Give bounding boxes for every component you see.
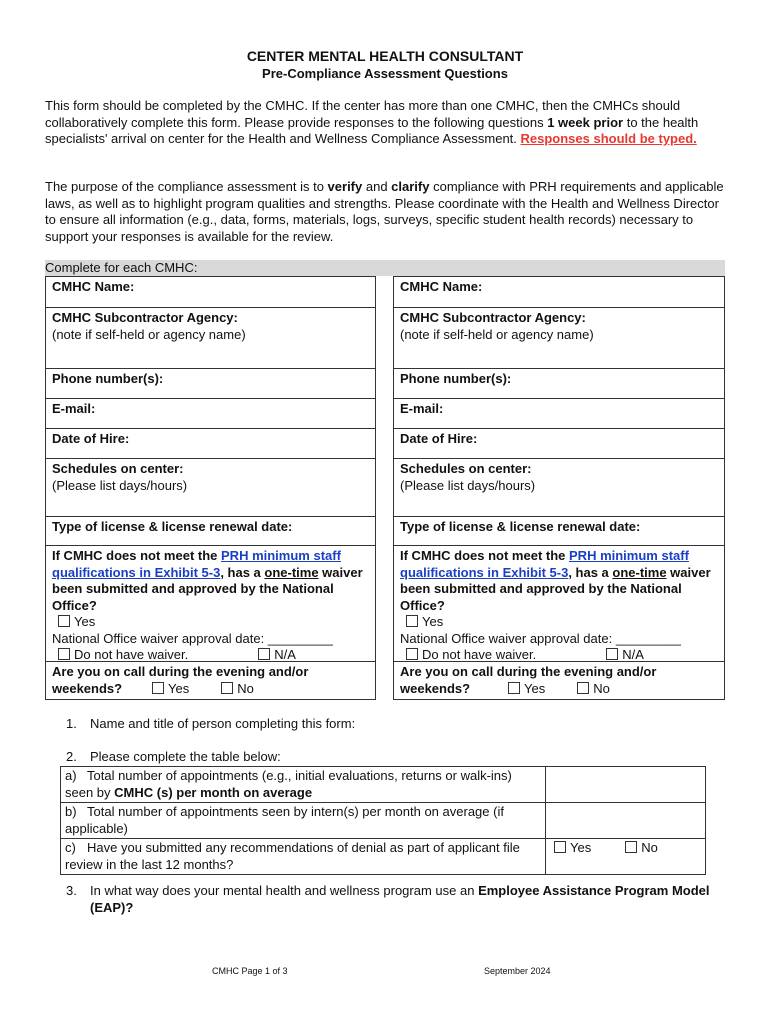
intro-text: The purpose of the compliance assessment is to bbox=[45, 179, 328, 194]
question-3 bbox=[68, 883, 718, 919]
option-label: Yes bbox=[570, 840, 592, 855]
intro-text: to the health specialists' arrival on center for the Health and Wellness Compliance Assessment. bbox=[45, 114, 699, 147]
cmhc-oncall-field bbox=[394, 661, 724, 701]
intro-paragraph-2 bbox=[45, 179, 730, 245]
checkbox[interactable] bbox=[221, 682, 233, 694]
footer-page: CMHC Page 1 of 3 bbox=[212, 966, 288, 976]
field-note: (Please list days/hours) bbox=[400, 477, 536, 493]
typed-notice: Responses should be typed. bbox=[520, 131, 697, 147]
option-label: Yes bbox=[524, 681, 546, 696]
row-letter: a) bbox=[65, 768, 77, 783]
intro-text: and bbox=[362, 179, 392, 194]
question-number: 1. bbox=[66, 716, 77, 731]
field-label: CMHC Subcontractor Agency: bbox=[400, 310, 586, 325]
waiver-approval-date[interactable]: National Office waiver approval date: _________ bbox=[52, 630, 333, 646]
row-c-label bbox=[61, 839, 546, 875]
option-label: No bbox=[237, 681, 254, 696]
waiver-text: one-time bbox=[264, 564, 319, 580]
row-a-label bbox=[61, 767, 546, 803]
row-text: Have you submitted any recommendations of denial as part of applicant file review in the last 12 months? bbox=[65, 840, 520, 872]
option-label: Yes bbox=[74, 614, 96, 629]
waiver-text: waiver been submitted and approved by the National Office? bbox=[400, 564, 711, 613]
question-text: Please complete the table below: bbox=[90, 749, 281, 764]
oncall-options bbox=[508, 681, 610, 698]
waiver-text: If CMHC does not meet the bbox=[400, 548, 570, 563]
waiver-yes-option[interactable] bbox=[400, 614, 718, 631]
checkbox[interactable] bbox=[606, 648, 618, 660]
field-label: Type of license & license renewal date: bbox=[52, 519, 293, 534]
question-text bbox=[90, 883, 718, 916]
checkbox[interactable] bbox=[625, 841, 637, 853]
checkbox[interactable] bbox=[58, 648, 70, 660]
intro-text: This form should be completed by the CMHC. If the center has more than one CMHC, then the CMHCs should collaboratively complete this form. Please provide responses to the following questions bbox=[45, 98, 681, 130]
cmhc-agency-field[interactable] bbox=[394, 307, 724, 368]
field-label: CMHC Name: bbox=[400, 279, 483, 294]
option-label: N/A bbox=[622, 647, 644, 662]
waiver-text: If CMHC does not meet the bbox=[52, 548, 222, 563]
question-1 bbox=[68, 716, 718, 734]
question-text: Name and title of person completing this form: bbox=[90, 716, 356, 731]
row-text: Total number of appointments seen by intern(s) per month on average (if applicable) bbox=[65, 804, 504, 836]
field-label: E-mail: bbox=[52, 401, 96, 416]
cmhc-oncall-field bbox=[46, 661, 375, 701]
cmhc-email-field[interactable] bbox=[46, 398, 375, 428]
checkbox[interactable] bbox=[508, 682, 520, 694]
checkbox[interactable] bbox=[258, 648, 270, 660]
oncall-text: Are you on call during the evening and/or weekends? bbox=[400, 664, 657, 696]
cmhc-hire-field[interactable] bbox=[394, 428, 724, 458]
question-number: 3. bbox=[66, 883, 77, 898]
field-label: Date of Hire: bbox=[52, 431, 130, 446]
row-emphasis: CMHC (s) per month on average bbox=[114, 784, 313, 800]
option-label: Do not have waiver. bbox=[74, 647, 189, 662]
field-label: Type of license & license renewal date: bbox=[400, 519, 641, 534]
intro-paragraph-1 bbox=[45, 98, 730, 148]
field-label: Phone number(s): bbox=[52, 371, 164, 386]
waiver-text: one-time bbox=[612, 564, 667, 580]
row-a-answer[interactable] bbox=[546, 767, 706, 803]
option-label: No bbox=[593, 681, 610, 696]
cmhc-schedules-field[interactable] bbox=[394, 458, 724, 516]
cmhc-waiver-field bbox=[394, 545, 724, 661]
field-label: CMHC Name: bbox=[52, 279, 135, 294]
prh-qualifications-link[interactable]: PRH minimum staff qualifications in Exhibit 5-3 bbox=[400, 548, 689, 580]
row-text: Total number of appointments (e.g., initial evaluations, returns or walk-ins) seen by bbox=[65, 768, 512, 800]
field-note: (Please list days/hours) bbox=[52, 477, 188, 493]
field-label: Phone number(s): bbox=[400, 371, 512, 386]
cmhc-license-field[interactable] bbox=[394, 516, 724, 545]
waiver-text: waiver been submitted and approved by the National Office? bbox=[52, 564, 363, 613]
prh-qualifications-link[interactable]: PRH minimum staff qualifications in Exhibit 5-3 bbox=[52, 548, 341, 580]
question-text-part: In what way does your mental health and wellness program use an bbox=[90, 883, 479, 898]
cmhc-name-field[interactable] bbox=[394, 277, 724, 307]
waiver-text: , has a bbox=[220, 564, 265, 580]
intro-text: compliance with PRH requirements and applicable laws, as well as to highlight program qualities and strengths. Please coordinate with the Health and Wellness Director to ensure all information (e.g., data, forms, materials, logs, surveys, specific student health records) necessary to support your responses is available for the review. bbox=[45, 179, 724, 244]
cmhc-license-field[interactable] bbox=[46, 516, 375, 545]
cmhc-phone-field[interactable] bbox=[394, 368, 724, 398]
option-label: No bbox=[641, 840, 658, 855]
table-row bbox=[61, 767, 706, 803]
footer-date: September 2024 bbox=[484, 966, 551, 976]
table-row bbox=[61, 803, 706, 839]
waiver-approval-date[interactable]: National Office waiver approval date: _________ bbox=[400, 630, 681, 646]
cmhc-hire-field[interactable] bbox=[46, 428, 375, 458]
cmhc-name-field[interactable] bbox=[46, 277, 375, 307]
oncall-text: Are you on call during the evening and/or weekends? bbox=[52, 664, 309, 696]
waiver-question bbox=[52, 548, 369, 614]
question-2 bbox=[68, 749, 718, 767]
question-emphasis: Employee Assistance Program Model (EAP)? bbox=[90, 883, 710, 915]
appointments-table bbox=[60, 766, 706, 875]
cmhc-email-field[interactable] bbox=[394, 398, 724, 428]
option-label: N/A bbox=[274, 647, 296, 662]
oncall-options bbox=[152, 681, 254, 698]
field-label: Date of Hire: bbox=[400, 431, 478, 446]
waiver-text: , has a bbox=[568, 564, 613, 580]
field-label: Schedules on center: bbox=[400, 461, 532, 476]
cmhc-phone-field[interactable] bbox=[46, 368, 375, 398]
option-label: Yes bbox=[168, 681, 190, 696]
page-subtitle: Pre-Compliance Assessment Questions bbox=[262, 66, 508, 81]
row-b-label bbox=[61, 803, 546, 839]
field-label: E-mail: bbox=[400, 401, 444, 416]
intro-emphasis: verify bbox=[327, 179, 363, 194]
field-note: (note if self-held or agency name) bbox=[400, 326, 594, 342]
waiver-yes-option[interactable] bbox=[52, 614, 369, 631]
field-label: Schedules on center: bbox=[52, 461, 184, 476]
checkbox[interactable] bbox=[406, 615, 418, 627]
checkbox[interactable] bbox=[406, 648, 418, 660]
field-note: (note if self-held or agency name) bbox=[52, 326, 246, 342]
page-title: CENTER MENTAL HEALTH CONSULTANT bbox=[246, 48, 524, 64]
question-number: 2. bbox=[66, 749, 77, 764]
checkbox[interactable] bbox=[554, 841, 566, 853]
intro-emphasis: 1 week prior bbox=[547, 114, 624, 130]
table-row bbox=[61, 839, 706, 875]
row-b-answer[interactable] bbox=[546, 803, 706, 839]
field-label: CMHC Subcontractor Agency: bbox=[52, 310, 238, 325]
checkbox[interactable] bbox=[577, 682, 589, 694]
checkbox[interactable] bbox=[152, 682, 164, 694]
waiver-question bbox=[400, 548, 718, 614]
cmhc-column-1 bbox=[45, 276, 376, 700]
intro-emphasis: clarify bbox=[391, 179, 430, 194]
cmhc-table-heading: Complete for each CMHC: bbox=[45, 260, 198, 275]
checkbox[interactable] bbox=[58, 615, 70, 627]
option-label: Yes bbox=[422, 614, 444, 629]
cmhc-column-2 bbox=[393, 276, 725, 700]
cmhc-schedules-field[interactable] bbox=[46, 458, 375, 516]
row-letter: c) bbox=[65, 840, 76, 855]
option-label: Do not have waiver. bbox=[422, 647, 537, 662]
row-c-answer bbox=[546, 839, 706, 875]
cmhc-agency-field[interactable] bbox=[46, 307, 375, 368]
cmhc-waiver-field bbox=[46, 545, 375, 661]
row-letter: b) bbox=[65, 804, 77, 819]
